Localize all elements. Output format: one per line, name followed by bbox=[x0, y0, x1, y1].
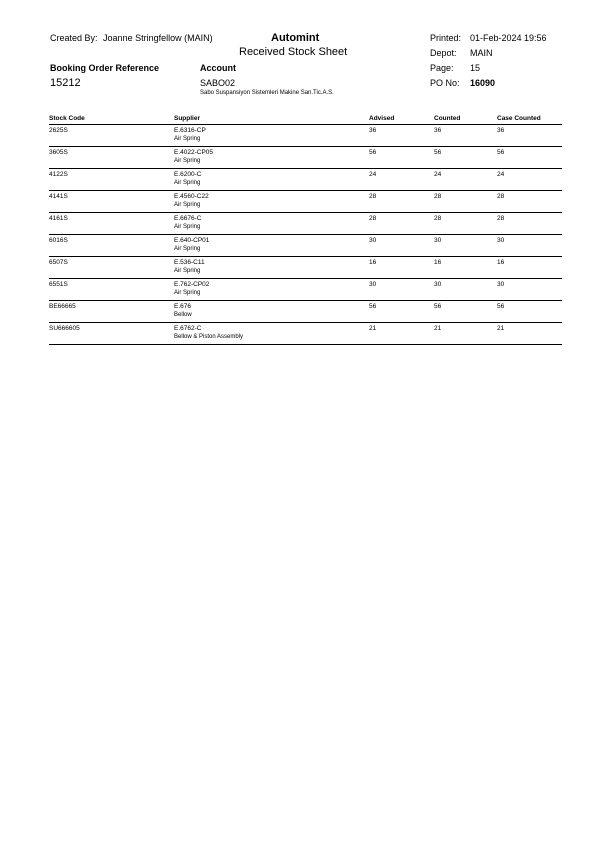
stock-code-cell: BE66665 bbox=[49, 301, 174, 323]
stock-code-cell: 6551S bbox=[49, 279, 174, 301]
table-row bbox=[49, 169, 562, 191]
stock-code-cell: 4141S bbox=[49, 191, 174, 213]
supplier-code: E.4560-C22 bbox=[174, 193, 209, 200]
case-counted-cell: 30 bbox=[497, 235, 562, 257]
case-counted-cell: 36 bbox=[497, 125, 562, 147]
depot-value: MAIN bbox=[470, 48, 493, 58]
booking-label: Booking Order Reference bbox=[50, 63, 160, 73]
column-header-supplier: Supplier bbox=[174, 114, 369, 125]
table-row bbox=[49, 213, 562, 235]
created-by-label: Created By: bbox=[50, 33, 98, 43]
counted-cell: 56 bbox=[434, 301, 497, 323]
advised-cell: 24 bbox=[369, 169, 434, 191]
table-header-row bbox=[49, 114, 562, 125]
counted-cell: 56 bbox=[434, 147, 497, 169]
depot-label: Depot: bbox=[430, 48, 457, 58]
stock-code-cell: 6016S bbox=[49, 235, 174, 257]
company-name: Automint bbox=[271, 32, 320, 44]
item-description: Air Spring bbox=[174, 246, 201, 252]
table-row bbox=[49, 125, 562, 147]
supplier-cell bbox=[174, 257, 369, 279]
po-value: 16090 bbox=[470, 78, 496, 88]
supplier-cell bbox=[174, 191, 369, 213]
advised-cell: 28 bbox=[369, 191, 434, 213]
account-value: SABO02 bbox=[200, 78, 236, 88]
item-description: Bellow bbox=[174, 312, 192, 318]
table-row bbox=[49, 235, 562, 257]
item-description: Air Spring bbox=[174, 268, 201, 274]
counted-cell: 16 bbox=[434, 257, 497, 279]
case-counted-cell: 28 bbox=[497, 191, 562, 213]
counted-cell: 30 bbox=[434, 279, 497, 301]
printed-label: Printed: bbox=[430, 33, 462, 43]
supplier-cell bbox=[174, 235, 369, 257]
page-title: Received Stock Sheet bbox=[239, 46, 348, 58]
counted-cell: 28 bbox=[434, 191, 497, 213]
po-label: PO No: bbox=[430, 78, 460, 88]
created-by bbox=[50, 33, 213, 43]
case-counted-cell: 16 bbox=[497, 257, 562, 279]
column-header-advised: Advised bbox=[369, 114, 434, 125]
supplier-cell bbox=[174, 169, 369, 191]
stock-code-cell: SU666605 bbox=[49, 323, 174, 345]
supplier-code: E.640-CP01 bbox=[174, 237, 210, 244]
supplier-cell bbox=[174, 301, 369, 323]
table-row bbox=[49, 323, 562, 345]
stock-code-cell: 4161S bbox=[49, 213, 174, 235]
supplier-cell bbox=[174, 323, 369, 345]
case-counted-cell: 56 bbox=[497, 147, 562, 169]
advised-cell: 36 bbox=[369, 125, 434, 147]
stock-code-cell: 2625S bbox=[49, 125, 174, 147]
advised-cell: 30 bbox=[369, 279, 434, 301]
page-value: 15 bbox=[470, 63, 481, 73]
page-label: Page: bbox=[430, 63, 454, 73]
counted-cell: 21 bbox=[434, 323, 497, 345]
counted-cell: 28 bbox=[434, 213, 497, 235]
item-description: Air Spring bbox=[174, 224, 201, 230]
stock-code-cell: 4122S bbox=[49, 169, 174, 191]
supplier-code: E.6200-C bbox=[174, 171, 202, 178]
supplier-cell bbox=[174, 125, 369, 147]
supplier-code: E.6676-C bbox=[174, 215, 202, 222]
counted-cell: 30 bbox=[434, 235, 497, 257]
item-description: Air Spring bbox=[174, 158, 201, 164]
column-header-stock-code: Stock Code bbox=[49, 114, 174, 125]
item-description: Air Spring bbox=[174, 202, 201, 208]
advised-cell: 56 bbox=[369, 301, 434, 323]
case-counted-cell: 56 bbox=[497, 301, 562, 323]
account-label: Account bbox=[200, 63, 236, 73]
item-description: Bellow & Piston Assembly bbox=[174, 334, 244, 340]
supplier-cell bbox=[174, 147, 369, 169]
case-counted-cell: 28 bbox=[497, 213, 562, 235]
supplier-code: E.4022-CP05 bbox=[174, 149, 214, 156]
advised-cell: 21 bbox=[369, 323, 434, 345]
booking-value: 15212 bbox=[50, 77, 81, 89]
advised-cell: 16 bbox=[369, 257, 434, 279]
supplier-code: E.6762-C bbox=[174, 325, 202, 332]
column-header-case-counted: Case Counted bbox=[497, 114, 562, 125]
table-row bbox=[49, 191, 562, 213]
stock-table bbox=[49, 114, 562, 345]
table-row bbox=[49, 257, 562, 279]
case-counted-cell: 21 bbox=[497, 323, 562, 345]
advised-cell: 56 bbox=[369, 147, 434, 169]
item-description: Air Spring bbox=[174, 180, 201, 186]
supplier-code: E.762-CP02 bbox=[174, 281, 210, 288]
supplier-code: E.536-C11 bbox=[174, 259, 205, 266]
created-by-value: Joanne Stringfellow (MAIN) bbox=[103, 33, 213, 43]
item-description: Air Spring bbox=[174, 290, 201, 296]
column-header-counted: Counted bbox=[434, 114, 497, 125]
advised-cell: 30 bbox=[369, 235, 434, 257]
supplier-cell bbox=[174, 279, 369, 301]
stock-code-cell: 6507S bbox=[49, 257, 174, 279]
counted-cell: 36 bbox=[434, 125, 497, 147]
supplier-cell bbox=[174, 213, 369, 235]
supplier-code: E.6316-CP bbox=[174, 127, 206, 134]
table-row bbox=[49, 279, 562, 301]
case-counted-cell: 24 bbox=[497, 169, 562, 191]
stock-code-cell: 3605S bbox=[49, 147, 174, 169]
printed-value: 01-Feb-2024 19:56 bbox=[470, 33, 547, 43]
item-description: Air Spring bbox=[174, 136, 201, 142]
account-name: Sabo Suspansiyon Sistemleri Makine San.Tic.A.S. bbox=[200, 90, 334, 96]
counted-cell: 24 bbox=[434, 169, 497, 191]
supplier-code: E.676 bbox=[174, 303, 191, 310]
table-row bbox=[49, 301, 562, 323]
table-row bbox=[49, 147, 562, 169]
stock-table-body bbox=[49, 125, 562, 345]
case-counted-cell: 30 bbox=[497, 279, 562, 301]
advised-cell: 28 bbox=[369, 213, 434, 235]
